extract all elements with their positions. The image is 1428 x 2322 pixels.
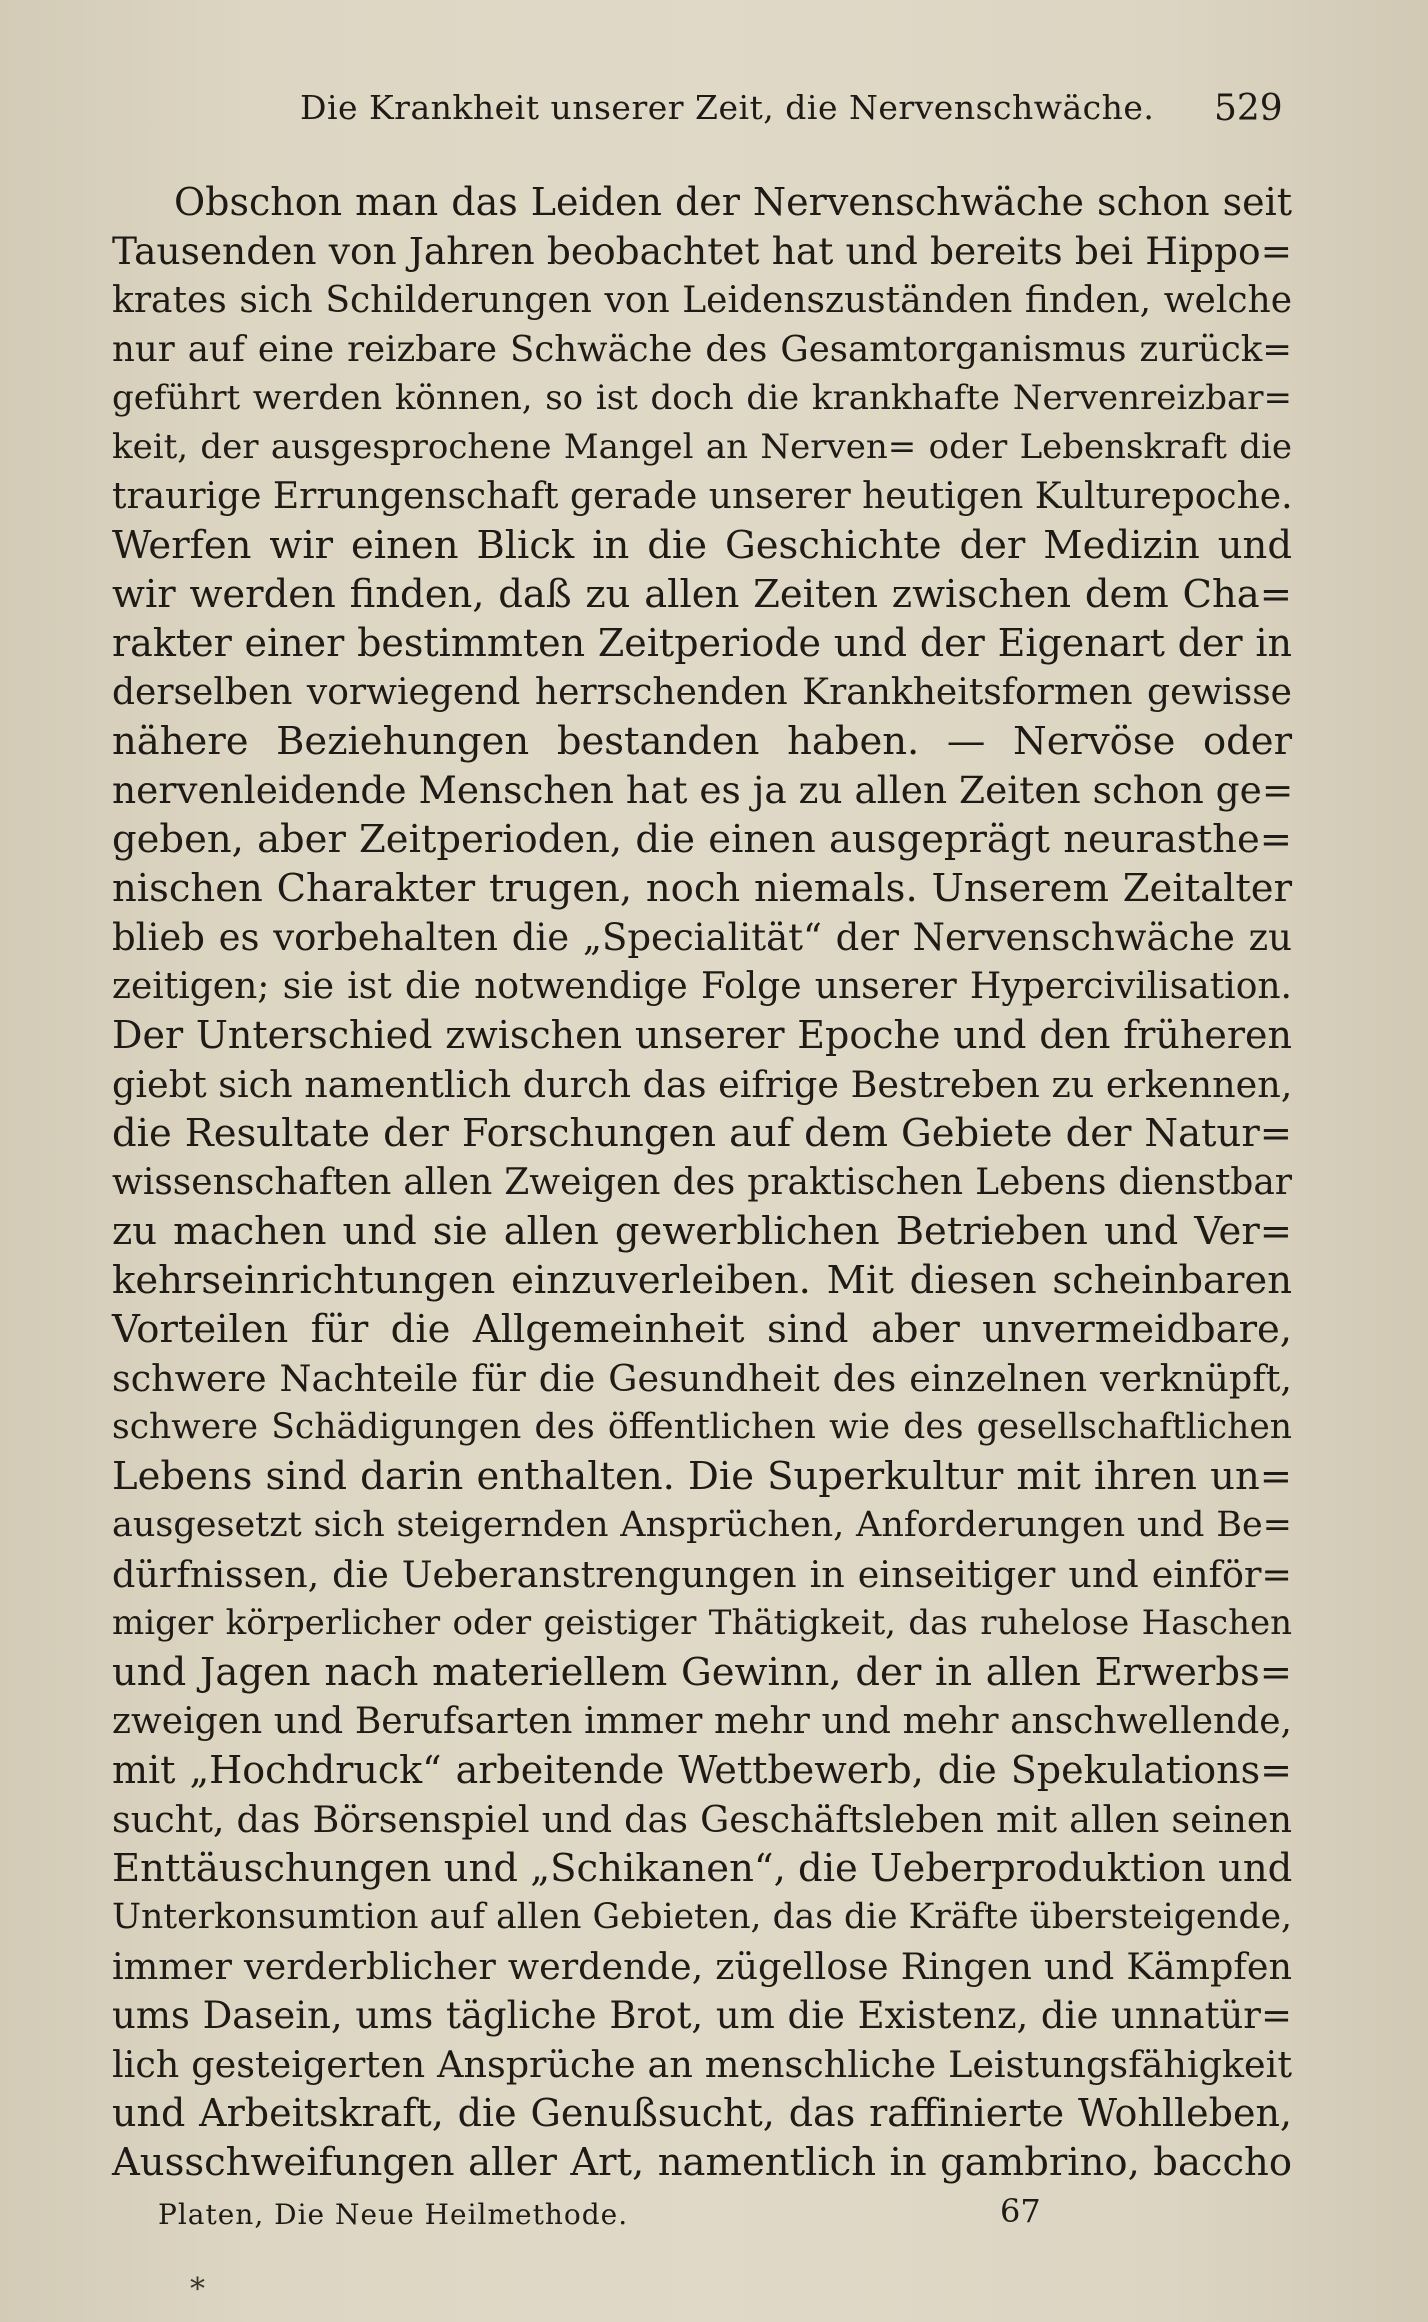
running-title: Die Krankheit unserer Zeit, die Nervenschwäche.: [300, 88, 1155, 127]
text-line: kehrseinrichtungen einzuverleiben. Mit diesen scheinbaren: [112, 1258, 1292, 1303]
text-line: Tausenden von Jahren beobachtet hat und bereits bei Hippo=: [112, 229, 1292, 273]
text-line: nischen Charakter trugen, noch niemals. Unserem Zeitalter: [112, 866, 1292, 911]
text-line: Obschon man das Leiden der Nervenschwäche schon seit: [174, 180, 1292, 224]
text-line: geben, aber Zeitperioden, die einen ausgeprägt neurasthe=: [112, 817, 1292, 862]
text-line: zu machen und sie allen gewerblichen Betrieben und Ver=: [112, 1209, 1292, 1254]
asterisk-mark: *: [190, 2272, 205, 2307]
text-line: zweigen und Berufsarten immer mehr und mehr anschwellende,: [112, 1701, 1292, 1742]
text-line: traurige Errungenschaft gerade unserer heutigen Kulturepoche.: [112, 476, 1293, 517]
text-line: und Jagen nach materiellem Gewinn, der in allen Erwerbs=: [112, 1650, 1292, 1695]
signature-mark: 67: [1000, 2192, 1041, 2230]
text-line: immer verderblicher werdende, zügellose Ringen und Kämpfen: [112, 1945, 1292, 1988]
text-line: ausgesetzt sich steigernden Ansprüchen, Anforderungen und Be=: [112, 1505, 1292, 1545]
text-line: dürfnissen, die Ueberanstrengungen in einseitiger und einför=: [112, 1553, 1292, 1596]
text-line: blieb es vorbehalten die „Specialität“ der Nervenschwäche zu: [112, 916, 1292, 959]
text-line: Lebens sind darin enthalten. Die Superkultur mit ihren un=: [112, 1454, 1292, 1499]
text-line: Vorteilen für die Allgemeinheit sind aber unvermeidbare,: [112, 1307, 1292, 1352]
text-line: schwere Nachteile für die Gesundheit des einzelnen verknüpft,: [112, 1357, 1292, 1400]
text-line: rakter einer bestimmten Zeitperiode und der Eigenart der in: [112, 621, 1292, 665]
text-line: Der Unterschied zwischen unserer Epoche und den früheren: [112, 1013, 1292, 1057]
body-text: [112, 178, 1292, 2187]
text-line: miger körperlicher oder geistiger Thätigkeit, das ruhelose Haschen: [112, 1603, 1292, 1643]
text-line: zeitigen; sie ist die notwendige Folge unserer Hypercivilisation.: [112, 966, 1292, 1007]
text-line: giebt sich namentlich durch das eifrige Bestreben zu erkennen,: [112, 1063, 1293, 1106]
text-line: wissenschaften allen Zweigen des praktischen Lebens dienstbar: [112, 1162, 1292, 1203]
text-line: wir werden finden, daß zu allen Zeiten zwischen dem Cha=: [112, 572, 1292, 617]
text-line: die Resultate der Forschungen auf dem Gebiete der Natur=: [112, 1111, 1292, 1156]
text-line: und Arbeitskraft, die Genußsucht, das raffinierte Wohlleben,: [112, 2091, 1292, 2135]
text-line: nähere Beziehungen bestanden haben. — Nervöse oder: [112, 719, 1292, 764]
text-line: Ausschweifungen aller Art, namentlich in gambrino, baccho: [112, 2140, 1292, 2185]
text-line: schwere Schädigungen des öffentlichen wie des gesellschaftlichen: [112, 1407, 1292, 1447]
text-line: sucht, das Börsenspiel und das Geschäftsleben mit allen seinen: [112, 1798, 1292, 1841]
text-line: nur auf eine reizbare Schwäche des Gesamtorganismus zurück=: [112, 329, 1292, 370]
text-line: krates sich Schilderungen von Leidenszuständen finden, welche: [112, 280, 1292, 321]
text-line: derselben vorwiegend herrschenden Krankheitsformen gewisse: [112, 672, 1292, 713]
text-line: lich gesteigerten Ansprüche an menschliche Leistungsfähigkeit: [112, 2043, 1292, 2086]
page-number: 529: [1214, 88, 1283, 129]
text-line: ums Dasein, ums tägliche Brot, um die Existenz, die unnatür=: [112, 1994, 1292, 2037]
text-line: nervenleidende Menschen hat es ja zu allen Zeiten schon ge=: [112, 768, 1294, 812]
text-line: geführt werden können, so ist doch die krankhafte Nervenreizbar=: [112, 378, 1292, 418]
text-line: Enttäuschungen und „Schikanen“, die Ueberproduktion und: [112, 1846, 1293, 1891]
text-line: Werfen wir einen Blick in die Geschichte der Medizin und: [112, 523, 1292, 568]
text-line: mit „Hochdruck“ arbeitende Wettbewerb, die Spekulations=: [112, 1748, 1292, 1792]
book-reference: Platen, Die Neue Heilmethode.: [158, 2198, 629, 2231]
text-line: keit, der ausgesprochene Mangel an Nerven= oder Lebenskraft die: [112, 427, 1292, 467]
text-line: Unterkonsumtion auf allen Gebieten, das die Kräfte übersteigende,: [112, 1897, 1292, 1937]
